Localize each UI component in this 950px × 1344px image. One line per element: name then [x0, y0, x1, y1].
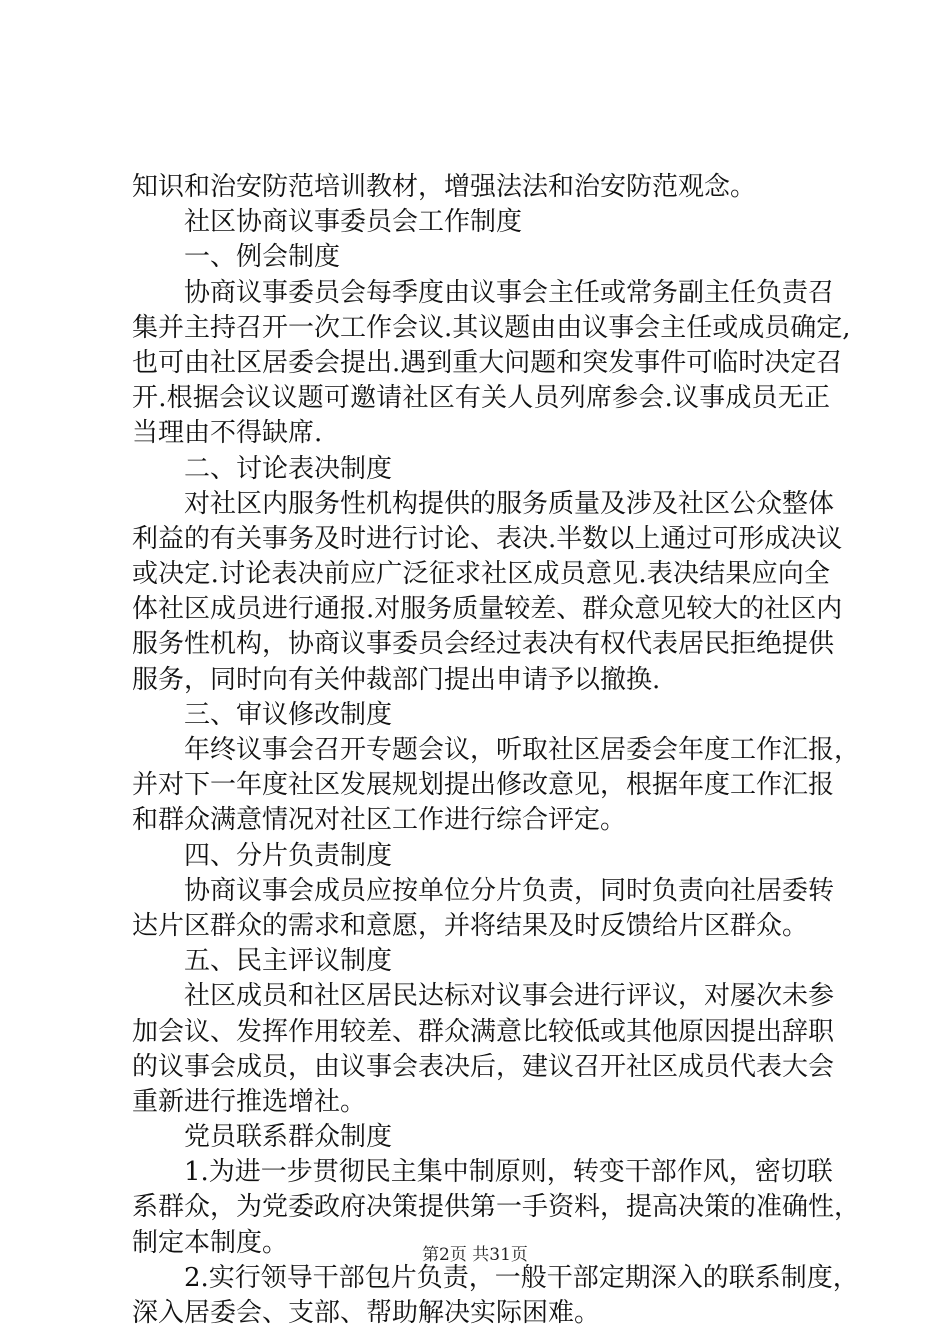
text-line: 利益的有关事务及时进行讨论、表决.半数以上通过可形成决议 [132, 523, 843, 554]
text-line: 集并主持召开一次工作会议.其议题由由议事会主任或成员确定, [132, 312, 851, 343]
text-line: 党员联系群众制度 [184, 1122, 393, 1153]
text-line: 和群众满意情况对社区工作进行综合评定。 [132, 805, 627, 836]
text-line: 当理由不得缺席. [132, 418, 323, 449]
text-line: 1.为进一步贯彻民主集中制原则，转变干部作风，密切联 [184, 1157, 833, 1188]
text-line: 制定本制度。 [132, 1227, 289, 1258]
text-line: 协商议事会成员应按单位分片负责，同时负责向社居委转 [184, 875, 835, 906]
text-line: 并对下一年度社区发展规划提出修改意见，根据年度工作汇报 [132, 770, 835, 801]
text-line: 年终议事会召开专题会议，听取社区居委会年度工作汇报， [184, 735, 861, 765]
text-line: 社区成员和社区居民达标对议事会进行评议，对屡次未参 [184, 981, 835, 1012]
text-line: 五、民主评议制度 [184, 946, 393, 977]
text-line: 服务，同时向有关仲裁部门提出申请予以撤换. [132, 664, 661, 695]
text-line: 的议事会成员，由议事会表决后，建议召开社区成员代表大会 [132, 1051, 835, 1082]
page-number-footer: 第2页 共31页 [422, 1245, 528, 1265]
text-line: 对社区内服务性机构提供的服务质量及涉及社区公众整体 [184, 488, 835, 519]
text-line: 体社区成员进行通报.对服务质量较差、群众意见较大的社区内 [132, 594, 843, 625]
text-line: 也可由社区居委会提出.遇到重大问题和突发事件可临时决定召 [132, 347, 843, 378]
text-line: 社区协商议事委员会工作制度 [184, 207, 523, 238]
text-line: 三、审议修改制度 [184, 699, 393, 730]
text-line: 2.实行领导干部包片负责，一般干部定期深入的联系制度， [184, 1262, 859, 1293]
text-line: 加会议、发挥作用较差、群众满意比较低或其他原因提出辞职 [132, 1016, 835, 1047]
text-line: 协商议事委员会每季度由议事会主任或常务副主任负责召 [184, 277, 835, 308]
text-line: 深入居委会、支部、帮助解决实际困难。 [132, 1298, 601, 1328]
text-line: 系群众，为党委政府决策提供第一手资料，提高决策的准确性， [132, 1192, 861, 1223]
text-line: 服务性机构，协商议事委员会经过表决有权代表居民拒绝提供 [132, 629, 835, 660]
text-line: 知识和治安防范培训教材，增强法法和治安防范观念。 [132, 172, 757, 202]
document-body [132, 170, 861, 1331]
text-line: 重新进行推选增社。 [132, 1086, 367, 1117]
text-line: 四、分片负责制度 [184, 840, 393, 871]
text-line: 或决定.讨论表决前应广泛征求社区成员意见.表决结果应向全 [132, 559, 830, 590]
text-line: 达片区群众的需求和意愿，并将结果及时反馈给片区群众。 [132, 910, 809, 941]
text-line: 开.根据会议议题可邀请社区有关人员列席参会.议事成员无正 [132, 383, 830, 414]
text-line: 一、例会制度 [184, 242, 341, 273]
text-line: 二、讨论表决制度 [184, 453, 393, 484]
